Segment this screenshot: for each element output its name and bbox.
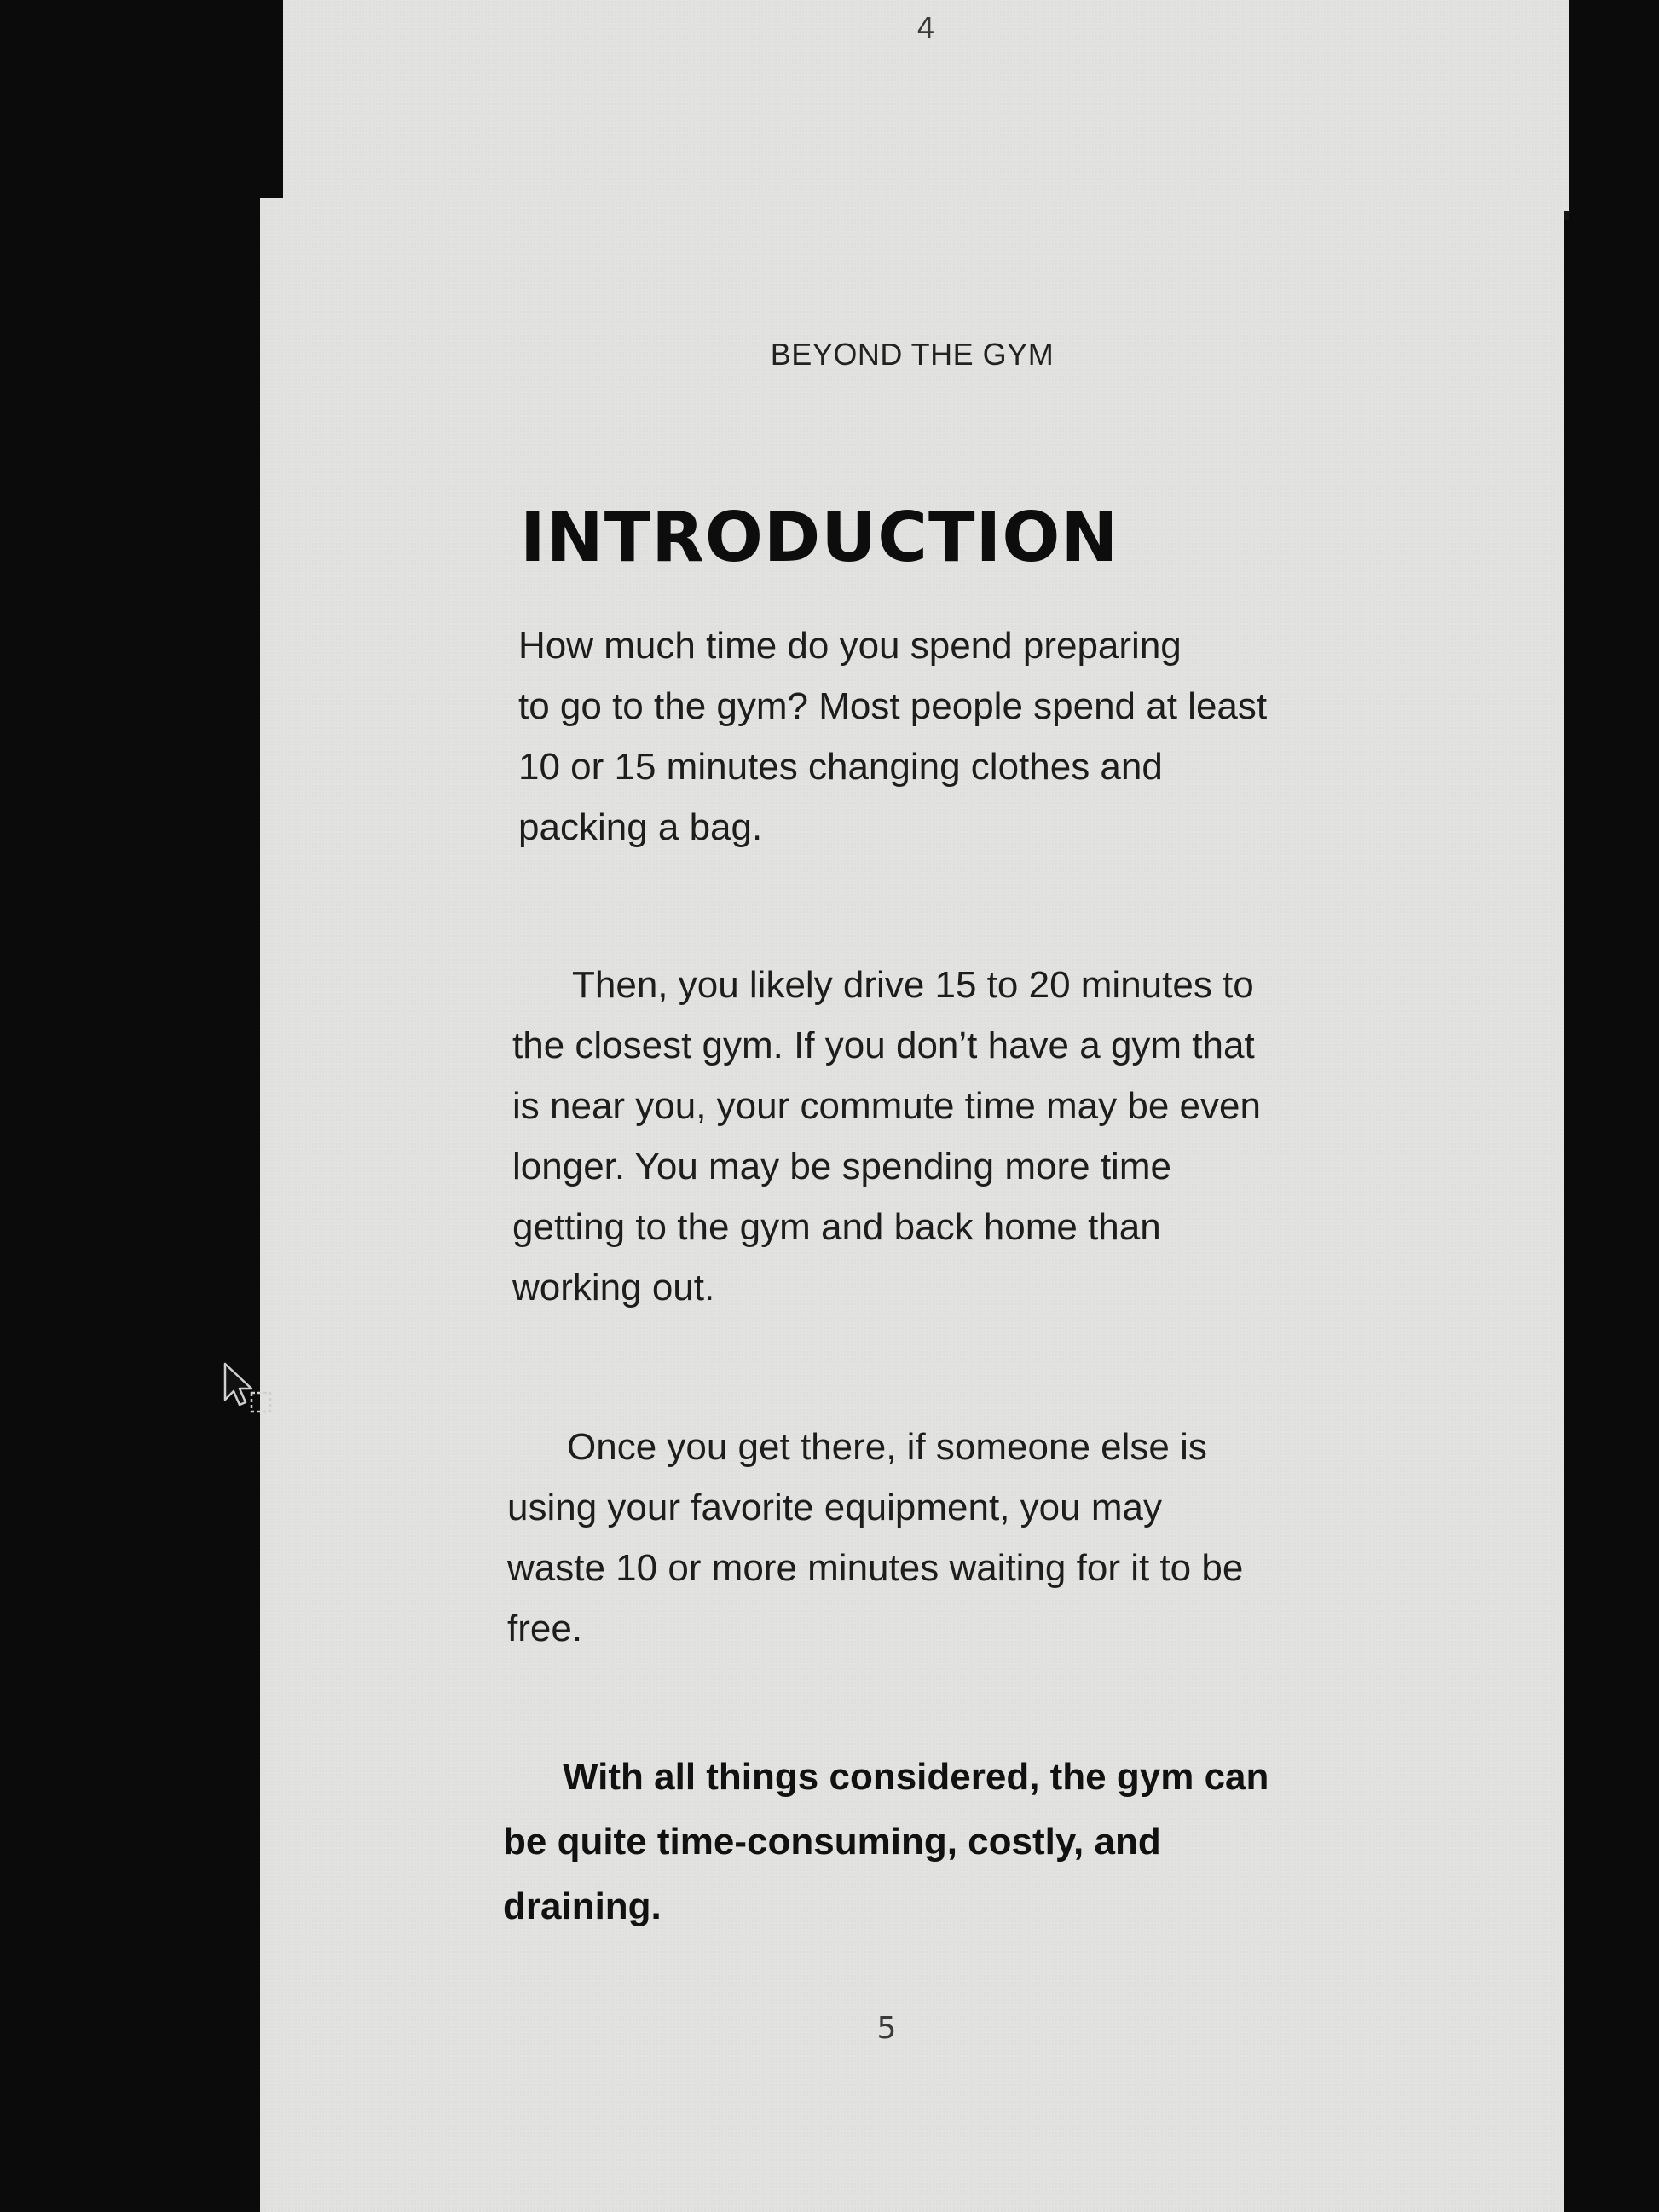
paragraph-line: is near you, your commute time may be even xyxy=(512,1085,1261,1127)
paragraph-line: free. xyxy=(507,1608,583,1649)
paragraph-line: working out. xyxy=(512,1267,715,1308)
paragraph-line: With all things considered, the gym can xyxy=(563,1756,1269,1798)
mouse-pointer-copy-icon xyxy=(223,1362,283,1422)
paragraph-line: using your favorite equipment, you may xyxy=(507,1487,1162,1528)
paragraph-1 xyxy=(518,615,1337,858)
paragraph-line: Once you get there, if someone else is xyxy=(567,1426,1207,1468)
paragraph-line: draining. xyxy=(503,1886,662,1927)
paragraph-line: Then, you likely drive 15 to 20 minutes to xyxy=(572,964,1254,1006)
paragraph-line: to go to the gym? Most people spend at least xyxy=(518,685,1268,727)
paragraph-line: packing a bag. xyxy=(518,806,763,848)
current-page-number: 5 xyxy=(876,2011,897,2046)
paragraph-2 xyxy=(512,955,1331,1318)
paragraph-4-bold xyxy=(503,1745,1321,1939)
previous-page-number: 4 xyxy=(916,12,935,46)
paragraph-line: waste 10 or more minutes waiting for it to be xyxy=(507,1547,1244,1589)
paragraph-line: How much time do you spend preparing xyxy=(518,625,1182,667)
paragraph-line: the closest gym. If you don’t have a gym that xyxy=(512,1025,1255,1066)
current-page xyxy=(260,198,1564,2212)
paragraph-line: getting to the gym and back home than xyxy=(512,1206,1161,1248)
paragraph-3 xyxy=(507,1417,1326,1659)
paragraph-line: be quite time-consuming, costly, and xyxy=(503,1821,1161,1863)
paragraph-line: 10 or 15 minutes changing clothes and xyxy=(518,746,1163,788)
previous-page xyxy=(283,0,1569,220)
paragraph-line: longer. You may be spending more time xyxy=(512,1146,1171,1187)
running-head: BEYOND THE GYM xyxy=(770,337,1055,372)
chapter-title: INTRODUCTION xyxy=(520,498,1119,577)
